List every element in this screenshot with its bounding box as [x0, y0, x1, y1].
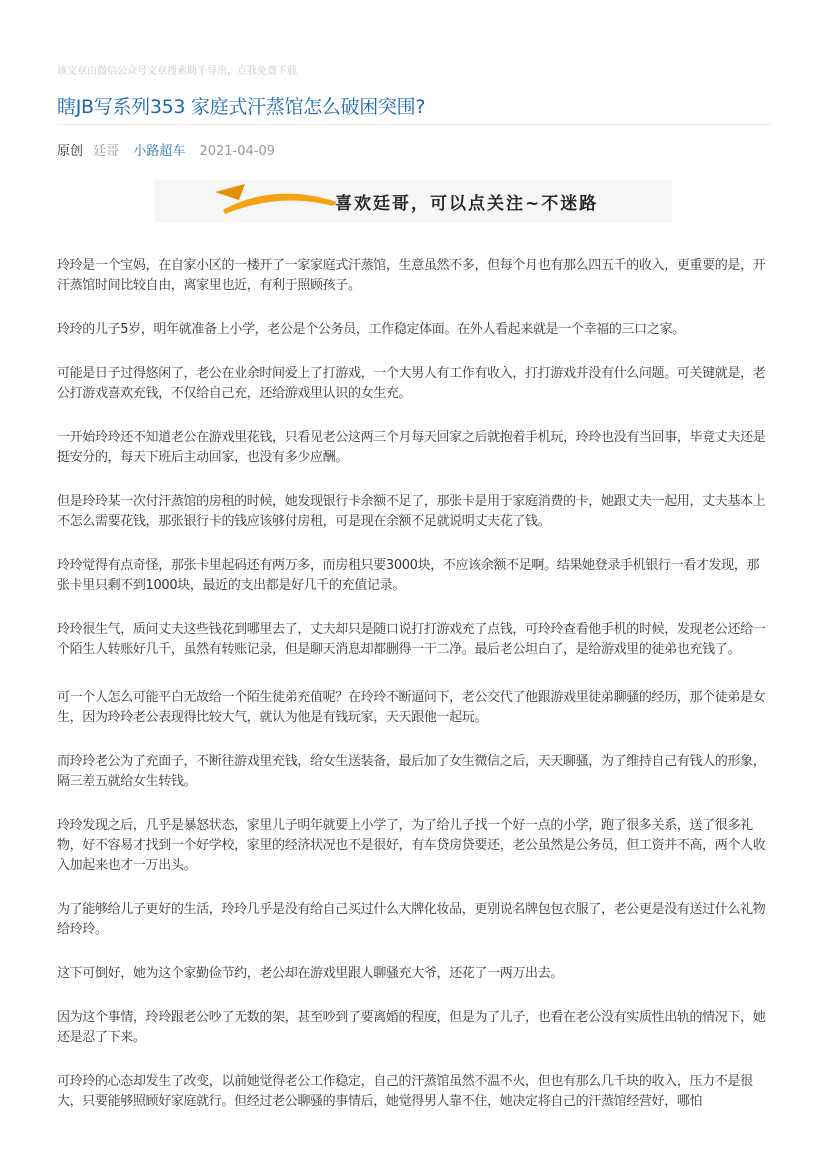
paragraph: 为了能够给儿子更好的生活，玲玲几乎是没有给自己买过什么大牌化妆品，更别说名牌包包衣服了，老公更是没有送过什么礼物给玲玲。	[57, 902, 766, 937]
paragraph: 玲玲觉得有点奇怪，那张卡里起码还有两万多，而房租只要3000块，不应该余额不足啊。结果她登录手机银行一看才发现，那张卡里只剩不到1000块，最近的支出都是好几千的充值记录。	[57, 558, 760, 593]
paragraph: 玲玲发现之后，几乎是暴怒状态，家里儿子明年就要上小学了，为了给儿子找一个好一点的小学，跑了很多关系，送了很多礼物，好不容易才找到一个好学校，家里的经济状况也不是很好，有车贷房贷要还，老公虽然是公务员，但工资并不高，两个人收入加起来也才一万出头。	[57, 818, 766, 873]
paragraph: 可一个人怎么可能平白无故给一个陌生徒弟充值呢？在玲玲不断逼问下，老公交代了他跟游戏里徒弟聊骚的经历，那个徒弟是女生，因为玲玲老公表现得比较大气，就认为他是有钱玩家，天天跟他一起玩。	[57, 690, 766, 725]
account-link[interactable]: 小路超车	[133, 144, 186, 159]
export-note-link[interactable]: 该文章由微信公众号文章搜索助手导出，点我免费下载	[57, 66, 297, 77]
banner-text: 喜欢廷哥，可以点关注~不迷路	[335, 194, 599, 214]
title-divider	[57, 124, 770, 125]
original-tag: 原创	[57, 144, 84, 159]
article-title: 瞎JB写系列353 家庭式汗蒸馆怎么破困突围?	[57, 96, 426, 118]
author-name: 廷哥	[93, 144, 120, 159]
paragraph: 因为这个事情，玲玲跟老公吵了无数的架，甚至吵到了要离婚的程度，但是为了儿子，也看在老公没有实质性出轨的情况下，她还是忍了下来。	[57, 1010, 766, 1045]
paragraph: 可能是日子过得悠闲了，老公在业余时间爱上了打游戏，一个大男人有工作有收入，打打游戏并没有什么问题。可关键就是，老公打游戏喜欢充钱，不仅给自己充，还给游戏里认识的女生充。	[57, 366, 766, 401]
follow-banner	[155, 180, 672, 222]
paragraph: 但是玲玲某一次付汗蒸馆的房租的时候，她发现银行卡余额不足了，那张卡是用于家庭消费的卡，她跟丈夫一起用，丈夫基本上不怎么需要花钱，那张银行卡的钱应该够付房租，可是现在余额不足就说明丈夫花了钱。	[57, 494, 766, 529]
paragraph: 玲玲是一个宝妈，在自家小区的一楼开了一家家庭式汗蒸馆，生意虽然不多，但每个月也有那么四五千的收入，更重要的是，开汗蒸馆时间比较自由，离家里也近，有利于照顾孩子。	[57, 258, 766, 293]
paragraph: 而玲玲老公为了充面子，不断往游戏里充钱，给女生送装备，最后加了女生微信之后，天天聊骚，为了维持自己有钱人的形象，隔三差五就给女生转钱。	[57, 754, 766, 789]
article-meta	[57, 140, 275, 159]
paragraph: 可玲玲的心态却发生了改变，以前她觉得老公工作稳定，自己的汗蒸馆虽然不温不火，但也有那么几千块的收入，压力不是很大，只要能够照顾好家庭就行。但经过老公聊骚的事情后，她觉得男人靠不住，她决定将自己的汗蒸馆经营好，哪怕	[57, 1074, 753, 1109]
publish-date: 2021-04-09	[199, 144, 276, 159]
swoosh-arrow-icon	[215, 180, 345, 222]
paragraph: 玲玲的儿子5岁，明年就准备上小学，老公是个公务员，工作稳定体面。在外人看起来就是一个幸福的三口之家。	[57, 322, 685, 337]
paragraph: 一开始玲玲还不知道老公在游戏里花钱，只看见老公这两三个月每天回家之后就抱着手机玩，玲玲也没有当回事，毕竟丈夫还是挺安分的，每天下班后主动回家，也没有多少应酬。	[57, 430, 766, 465]
article-body	[57, 256, 770, 1136]
paragraph: 这下可倒好，她为这个家勤俭节约，老公却在游戏里跟人聊骚充大爷，还花了一两万出去。	[57, 966, 564, 981]
paragraph: 玲玲很生气，质问丈夫这些钱花到哪里去了，丈夫却只是随口说打打游戏充了点钱，可玲玲查看他手机的时候，发现老公还给一个陌生人转账好几千，虽然有转账记录，但是聊天消息却都删得一干二净。最后老公坦白了，是给游戏里的徒弟也充钱了。	[57, 622, 766, 657]
